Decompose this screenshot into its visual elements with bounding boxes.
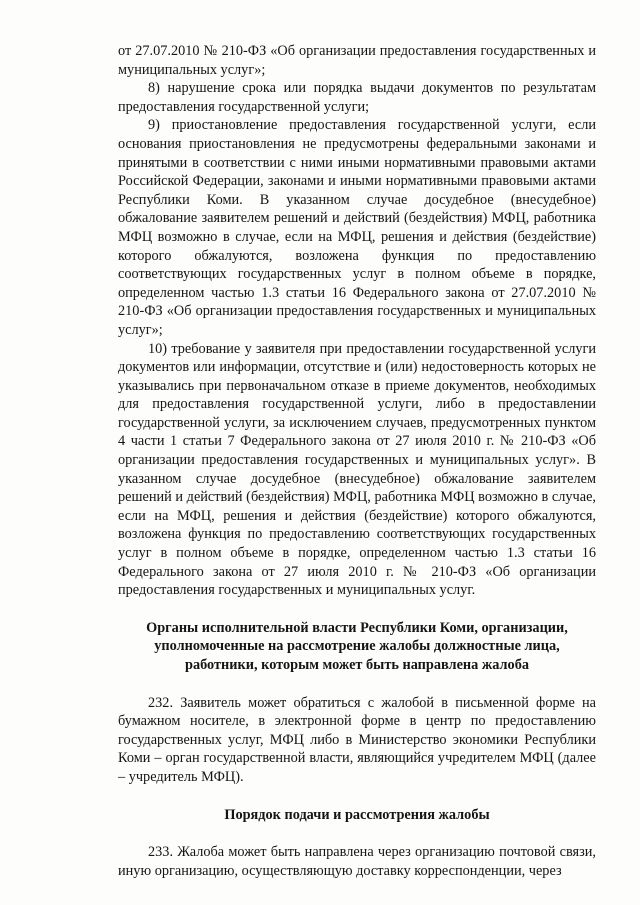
paragraph-233: 233. Жалоба может быть направлена через организацию почтовой связи, иную организацию, осуществляющую доставку корреспонденции, через — [118, 844, 596, 879]
paragraph-item-10: 10) требование у заявителя при предоставлении государственной услуги документов или информации, отсутствие и (или) недостоверность которых не указывались при первоначальном отказе в приеме документов, необходимых для предоставления государственной услуги, либо в предоставлении государственной услуги, за исключением случаев, предусмотренных пунктом 4 части 1 статьи 7 Федерального закона от 27 июля 2010 г. № 210-ФЗ «Об организации предоставления государственных и муниципальных услуг». В указанном случае досудебное (внесудебное) обжалование заявителем решений и действий (бездействия) МФЦ, работника МФЦ возможно в случае, если на МФЦ, решения и действия (бездействие) которого обжалуются, возложена функция по предоставлению соответствующих государственных услуг в полном объеме в порядке, определенном частью 1.3 статьи 16 Федерального закона от 27 июля 2010 г. № 210-ФЗ «Об организации предоставления государственных и муниципальных услуг. — [118, 340, 596, 599]
paragraph-232: 232. Заявитель может обратиться с жалобой в письменной форме на бумажном носителе, в электронной форме в центр по предоставлению государственных услуг, МФЦ либо в Министерство экономики Республики Коми – орган государственной власти, являющийся учредителем МФЦ (далее – учредитель МФЦ). — [118, 694, 596, 785]
document-body — [118, 42, 596, 880]
section-heading-complaint-bodies: Органы исполнительной власти Республики Коми, организации, уполномоченные на рассмотрение жалобы должностные лица, работники, которым может быть направлена жалоба — [146, 619, 568, 673]
paragraph-continuation: от 27.07.2010 № 210-ФЗ «Об организации предоставления государственных и муниципальных услуг»; — [118, 43, 596, 78]
paragraph-item-8: 8) нарушение срока или порядка выдачи документов по результатам предоставления государственной услуги; — [118, 80, 596, 115]
section-heading-complaint-procedure: Порядок подачи и рассмотрения жалобы — [224, 806, 490, 823]
paragraph-item-9: 9) приостановление предоставления государственной услуги, если основания приостановления не предусмотрены федеральными законами и принятыми в соответствии с ними иными нормативными правовыми актами Российской Федерации, законами и иными нормативными правовыми актами Республики Коми. В указанном случае досудебное (внесудебное) обжалование заявителем решений и действий (бездействия) МФЦ, работника МФЦ возможно в случае, если на МФЦ, решения и действия (бездействие) которого обжалуются, возложена функция по предоставлению соответствующих государственных услуг в полном объеме в порядке, определенном частью 1.3 статьи 16 Федерального закона от 27.07.2010 № 210-ФЗ «Об организации предоставления государственных и муниципальных услуг»; — [118, 117, 596, 338]
